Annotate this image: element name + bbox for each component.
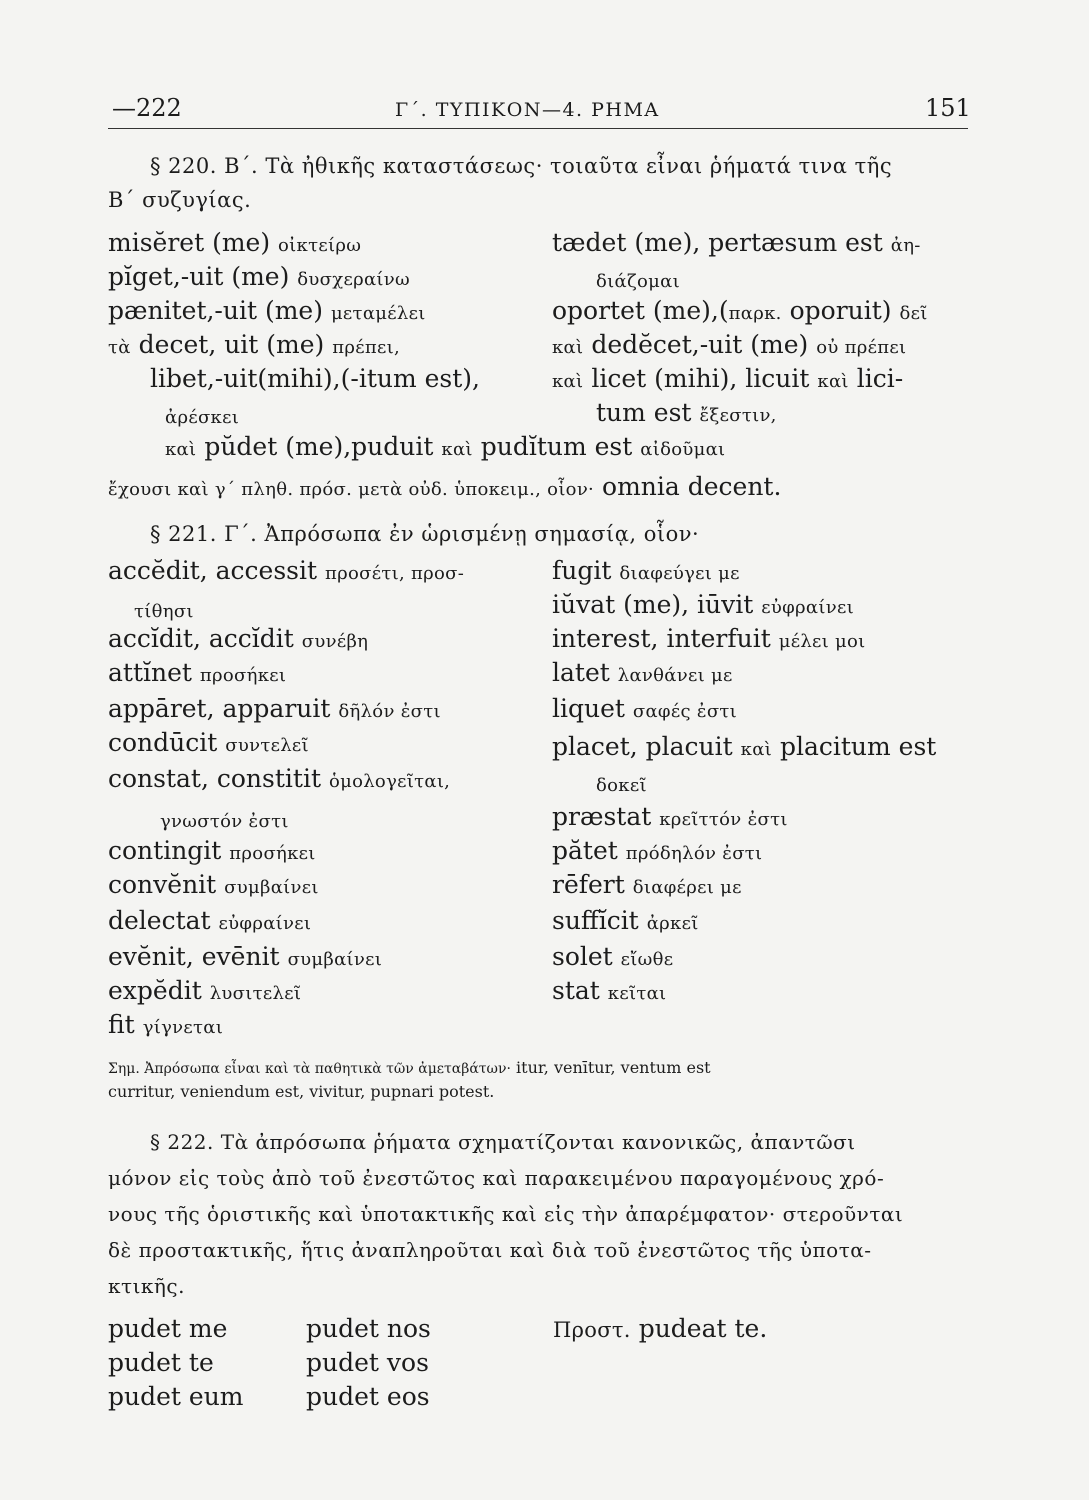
s220-pudet-line: καὶ pŭdet (me),puduit καὶ pudĭtum est αἰδοῦμαι [165,432,726,461]
s220-right-row: tum est ἔξεστιν, [596,398,777,427]
s221-right-row: placet, placuit καὶ placitum est [552,732,937,761]
s220-left-row: τὰ decet, uit (me) πρέπει, [108,330,401,359]
conj-col2-item: pudet vos [306,1348,429,1377]
s220-left-row: libet,-uit(mihi),(-itum est), [150,364,480,393]
s221-left-row: appāret, apparuit δῆλόν ἐστι [108,694,441,723]
header-rule [108,128,968,129]
s222-line: κτικῆς. [108,1274,185,1298]
s221-right-row: solet εἴωθε [552,942,674,971]
s220-right-row: καὶ licet (mihi), licuit καὶ lici- [552,364,904,393]
s221-right-row: δοκεῖ [596,775,647,796]
conj-col1-item: pudet eum [108,1382,244,1411]
s222-line: § 222. Τὰ ἀπρόσωπα ῥήματα σχηματίζονται κανονικῶς, ἀπαντῶσι [150,1130,856,1154]
s221-left-row: τίθησι [134,601,194,622]
s221-right-row: liquet σαφές ἐστι [552,694,738,723]
s220-heading-cont: Β΄ συζυγίας. [108,188,252,212]
s221-left-row: γνωστόν ἐστι [160,811,289,832]
s221-left-row: accĭdit, accĭdit συνέβη [108,624,369,653]
s221-note-line2: curritur, veniendum est, vivitur, pupnari potest. [108,1082,495,1101]
s220-closing: ἔχουσι καὶ γ΄ πληθ. πρόσ. μετὰ οὐδ. ὑποκειμ., οἷον· omnia decent. [108,472,782,501]
s221-left-row: attĭnet προσήκει [108,658,287,687]
header-section-range: —222 [112,94,182,122]
imperative-form: Προστ. pudeat te. [553,1314,768,1343]
s221-left-row: expĕdit λυσιτελεῖ [108,976,302,1005]
s221-left-row: convĕnit συμβαίνει [108,870,319,899]
s221-right-row: iŭvat (me), iūvit εὐφραίνει [552,590,854,619]
s221-right-row: pătet πρόδηλόν ἐστι [552,836,763,865]
s221-note-line1: Σημ. Ἀπρόσωπα εἶναι καὶ τὰ παθητικὰ τῶν ἀμεταβάτων· itur, venītur, ventum est [108,1058,711,1077]
s221-right-row: rēfert διαφέρει με [552,870,742,899]
conj-col2-item: pudet nos [306,1314,431,1343]
s221-right-row: latet λανθάνει με [552,658,733,687]
s221-left-row: accĕdit, accessit προσέτι, προσ- [108,556,465,585]
s220-right-row: καὶ dedĕcet,-uit (me) οὐ πρέπει [552,330,907,359]
s221-right-row: suffĭcit ἀρκεῖ [552,906,699,935]
s222-line: δὲ προστακτικῆς, ἥτις ἀναπληροῦται καὶ διὰ τοῦ ἐνεστῶτος τῆς ὑποτα- [108,1238,872,1262]
s221-heading: § 221. Γ΄. Ἀπρόσωπα ἐν ὡρισμένῃ σημασίᾳ, οἷον· [150,522,700,546]
s221-left-row: contingit προσήκει [108,836,316,865]
s221-left-row: condūcit συντελεῖ [108,728,309,757]
s220-left-row: misĕret (me) οἰκτείρω [108,228,362,257]
s220-left-row: pĭget,-uit (me) δυσχεραίνω [108,262,411,291]
s220-right-row: tædet (me), pertæsum est ἀη- [552,228,921,257]
s221-left-row: evĕnit, evēnit συμβαίνει [108,942,383,971]
s221-left-row: delectat εὐφραίνει [108,906,312,935]
s222-line: μόνον εἰς τοὺς ἀπὸ τοῦ ἐνεστῶτος καὶ παρακειμένου παραγομένους χρό- [108,1166,885,1190]
s220-right-row: διάζομαι [596,271,680,292]
s221-right-row: interest, interfuit μέλει μοι [552,624,866,653]
s220-left-row: pænitet,-uit (me) μεταμέλει [108,296,426,325]
s221-right-row: stat κεῖται [552,976,667,1005]
s220-heading: § 220. Β΄. Τὰ ἠθικῆς καταστάσεως· τοιαῦτα εἶναι ῥήματά τινα τῆς [150,154,893,178]
s222-line: νους τῆς ὁριστικῆς καὶ ὑποτακτικῆς καὶ εἰς τὴν ἀπαρέμφατον· στεροῦνται [108,1202,904,1226]
s220-right-row: oportet (me),(παρκ. oporuit) δεῖ [552,296,928,325]
conj-col1-item: pudet me [108,1314,228,1343]
s220-left-row: ἀρέσκει [165,407,240,428]
conj-col2-item: pudet eos [306,1382,430,1411]
s221-right-row: fugit διαφεύγει με [552,556,740,585]
s221-left-row: constat, constitit ὁμολογεῖται, [108,764,451,793]
s221-right-row: præstat κρεῖττόν ἐστι [552,802,788,831]
page-number: 151 [925,94,971,122]
header-title: Γ΄. ΤΥΠΙΚΟΝ—4. ΡΗΜΑ [395,99,660,121]
conj-col1-item: pudet te [108,1348,214,1377]
s221-left-row: fit γίγνεται [108,1010,224,1039]
